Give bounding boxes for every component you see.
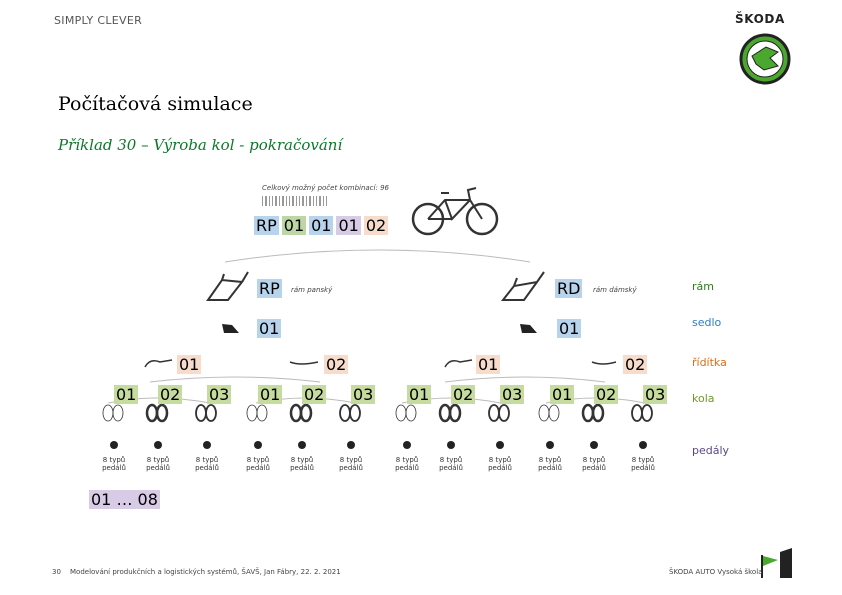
wheel-icon — [539, 405, 549, 421]
legend-handlebar: řídítka — [692, 356, 727, 369]
seat-code: 01 — [559, 319, 580, 338]
pedal-icon — [403, 441, 411, 449]
pedal-label-line1: 8 typů — [102, 456, 126, 464]
barcode-icon — [262, 196, 327, 206]
wheel-icon — [340, 405, 350, 421]
legend-pedals: pedály — [692, 444, 730, 457]
pedal-label-line2: pedálů — [195, 464, 219, 472]
footer-school: ŠKODA AUTO Vysoká škola — [669, 568, 763, 576]
pedal-range: 01 … 08 — [91, 490, 158, 509]
frame-label-rp: rám panský — [291, 286, 333, 294]
wheel-icon — [247, 405, 257, 421]
handlebar-icon — [145, 360, 172, 367]
pedal-label-line2: pedálů — [290, 464, 314, 472]
page-number: 30 — [52, 568, 61, 576]
pedal-label-line1: 8 typů — [195, 456, 219, 464]
pedal-label — [532, 456, 568, 472]
combination-count-label: Celkový možný počet kombinací: 96 — [262, 184, 389, 192]
pedal-label — [433, 456, 469, 472]
wheel-icon — [406, 405, 416, 421]
wheel-icon — [350, 405, 360, 421]
wheel-code: 01 — [409, 385, 430, 404]
wheel-code: 03 — [502, 385, 523, 404]
wheel-code: 01 — [116, 385, 137, 404]
wheel-icon — [103, 405, 113, 421]
pedal-label-line1: 8 typů — [146, 456, 170, 464]
code-frame: RP — [256, 216, 277, 235]
school-logo-icon — [762, 548, 792, 578]
wheel-icon — [593, 405, 603, 421]
legend-frame: rám — [692, 280, 714, 293]
wheel-code: 03 — [645, 385, 666, 404]
wheel-icon — [206, 405, 216, 421]
wheel-code: 02 — [453, 385, 474, 404]
pedal-label — [96, 456, 132, 472]
pedal-label-line1: 8 typů — [246, 456, 270, 464]
tagline: SIMPLY CLEVER — [54, 14, 143, 27]
frame-code-rp: RP — [259, 279, 280, 298]
wheel-icon — [440, 405, 450, 421]
pedal-label-line2: pedálů — [395, 464, 419, 472]
wheel-icon — [157, 405, 167, 421]
product-code — [254, 216, 388, 235]
skoda-logo-icon — [741, 35, 789, 83]
pedal-label — [389, 456, 425, 472]
pedal-label-line2: pedálů — [488, 464, 512, 472]
pedal-label-line2: pedálů — [631, 464, 655, 472]
wheel-icon — [147, 405, 157, 421]
wheel-code: 01 — [552, 385, 573, 404]
handlebar-icon — [445, 360, 472, 367]
pedal-label-line1: 8 typů — [582, 456, 606, 464]
wheel-icon — [549, 405, 559, 421]
pedal-label-line1: 8 typů — [290, 456, 314, 464]
pedal-label-line1: 8 typů — [339, 456, 363, 464]
wheel-code: 02 — [304, 385, 325, 404]
saddle-icon — [520, 324, 537, 333]
wheel-code: 02 — [160, 385, 181, 404]
handlebar-code: 01 — [179, 355, 200, 374]
code-handlebar: 01 — [311, 216, 332, 235]
pedal-label-line1: 8 typů — [488, 456, 512, 464]
frame-code-rd: RD — [557, 279, 581, 298]
wheel-code: 03 — [209, 385, 230, 404]
pedal-label-line2: pedálů — [246, 464, 270, 472]
wheel-icon — [450, 405, 460, 421]
pedal-label-line2: pedálů — [538, 464, 562, 472]
wheel-code: 02 — [596, 385, 617, 404]
pedal-label — [189, 456, 225, 472]
handlebar-code: 02 — [326, 355, 347, 374]
pedal-icon — [254, 441, 262, 449]
pedal-label — [333, 456, 369, 472]
page-title: Počítačová simulace — [58, 93, 253, 115]
wheel-icon — [632, 405, 642, 421]
handlebar-code: 02 — [625, 355, 646, 374]
pedal-label — [576, 456, 612, 472]
pedal-label — [482, 456, 518, 472]
pedal-icon — [639, 441, 647, 449]
wheel-icon — [257, 405, 267, 421]
wheel-icon — [113, 405, 123, 421]
pedal-icon — [347, 441, 355, 449]
frame-label-rd: rám dámský — [593, 286, 637, 294]
pedal-label — [240, 456, 276, 472]
pedal-label-line2: pedálů — [146, 464, 170, 472]
pedal-label-line1: 8 typů — [631, 456, 655, 464]
pedal-label-line1: 8 typů — [439, 456, 463, 464]
legend-wheels: kola — [692, 392, 715, 405]
code-wheels: 01 — [338, 216, 359, 235]
pedal-label — [625, 456, 661, 472]
bicycle-icon — [413, 188, 497, 234]
pedal-label-line2: pedálů — [339, 464, 363, 472]
seat-code: 01 — [259, 319, 280, 338]
handlebar-icon — [290, 362, 318, 364]
pedal-icon — [154, 441, 162, 449]
pedal-icon — [203, 441, 211, 449]
frame-rp-icon — [208, 272, 248, 300]
brand-wordmark: ŠKODA — [735, 12, 785, 26]
wheel-icon — [489, 405, 499, 421]
code-seat: 01 — [283, 216, 305, 235]
pedal-icon — [298, 441, 306, 449]
wheel-icon — [301, 405, 311, 421]
pedal-label-line2: pedálů — [439, 464, 463, 472]
frame-rd-icon — [503, 272, 544, 300]
pedal-icon — [496, 441, 504, 449]
pedal-label-line1: 8 typů — [538, 456, 562, 464]
pedal-label-line2: pedálů — [102, 464, 126, 472]
pedal-icon — [546, 441, 554, 449]
pedal-label-line2: pedálů — [582, 464, 606, 472]
wheel-code: 01 — [260, 385, 281, 404]
legend-seat: sedlo — [692, 316, 722, 329]
footer-text: Modelování produkčních a logistických systémů, ŠAVŠ, Jan Fábry, 22. 2. 2021 — [70, 568, 341, 576]
handlebar-code: 01 — [478, 355, 499, 374]
wheel-icon — [642, 405, 652, 421]
pedal-icon — [590, 441, 598, 449]
code-pedals: 02 — [365, 216, 387, 235]
pedal-icon — [447, 441, 455, 449]
wheel-icon — [196, 405, 206, 421]
handlebar-icon — [592, 362, 616, 364]
pedal-label — [140, 456, 176, 472]
saddle-icon — [222, 324, 239, 333]
pedal-label — [284, 456, 320, 472]
pedal-label-line1: 8 typů — [395, 456, 419, 464]
wheel-icon — [499, 405, 509, 421]
wheel-code: 03 — [353, 385, 374, 404]
wheel-icon — [396, 405, 406, 421]
pedal-icon — [110, 441, 118, 449]
wheel-icon — [583, 405, 593, 421]
wheel-icon — [291, 405, 301, 421]
page-subtitle: Příklad 30 – Výroba kol - pokračování — [58, 136, 343, 154]
